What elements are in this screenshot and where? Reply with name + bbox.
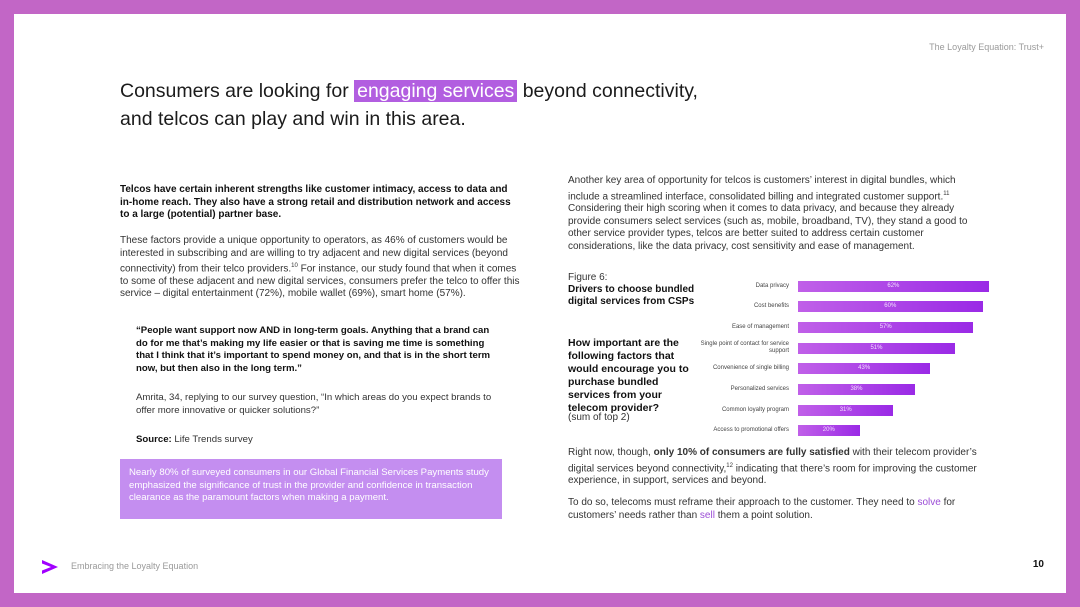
title-post: beyond connectivity, bbox=[517, 80, 698, 102]
right-top-paragraph bbox=[568, 175, 988, 253]
figure-note: (sum of top 2) bbox=[568, 412, 630, 423]
customer-quote: “People want support now AND in long-term goals. Anything that a brand can do for me that’s making my life easier or that is saving me time is something that I think that it’s important to spend money on, and that is in the short term now, but then also in the long term.” bbox=[136, 325, 491, 374]
source-value: Life Trends survey bbox=[171, 434, 253, 445]
left-body-b: For instance, our study found that when it comes to some of these adjacent and new digital services, consumers prefer the telco to offer this service – digital entertainment (72%), mobile wallet (69%), smart home (57%). bbox=[120, 263, 520, 300]
right-top-a: Another key area of opportunity for telcos is customers’ interest in digital bundles, which include a streamlined interface, consolidated billing and integrated customer support. bbox=[568, 175, 956, 202]
left-lead-paragraph: Telcos have certain inherent strengths like customer intimacy, access to data and in-home reach. They also have a strong retail and distribution network and access to a large (potential) partner base. bbox=[120, 184, 511, 220]
bar-value-label: 38% bbox=[850, 386, 863, 392]
footnote-ref-11: 11 bbox=[943, 190, 950, 197]
title-highlight: engaging services bbox=[354, 80, 517, 102]
footer-text: Embracing the Loyalty Equation bbox=[71, 561, 199, 571]
right-b1-b: with their telecom provider’s digital services beyond connectivity, bbox=[568, 447, 977, 474]
page-number: 10 bbox=[1032, 559, 1044, 570]
bar-value-label: 43% bbox=[858, 365, 871, 372]
bar-label: Common loyalty program bbox=[721, 406, 789, 413]
bar-label: Personalized services bbox=[730, 386, 789, 392]
left-body-a: These factors provide a unique opportunity to operators, as 46% of customers would be interested in subscribing and are willing to try adjacent and new digital services (beyond connectivity) from their telco providers. bbox=[120, 235, 508, 275]
right-b2-a: To do so, telecoms must reframe their approach to the customer. They need to bbox=[568, 497, 918, 508]
report-page bbox=[14, 14, 1066, 593]
bar-value-label: 20% bbox=[822, 427, 835, 434]
title-pre: Consumers are looking for bbox=[120, 80, 355, 102]
figure-question: How important are the following factors that would encourage you to purchase bundled services from your telecom provider? bbox=[568, 337, 689, 414]
accenture-chevron-icon bbox=[40, 557, 60, 577]
bar-label: Access to promotional offers bbox=[713, 427, 789, 434]
left-body-paragraph bbox=[120, 235, 520, 301]
bar-label: Cost benefits bbox=[753, 303, 789, 310]
figure-label: Figure 6: bbox=[568, 272, 608, 283]
title-line2: and telcos can play and win in this area. bbox=[120, 108, 466, 130]
source-label: Source: bbox=[136, 434, 172, 445]
page-title bbox=[120, 77, 698, 133]
bar-value-label: 51% bbox=[870, 344, 883, 351]
right-b1-bold: only 10% of consumers are fully satisfied bbox=[653, 447, 850, 458]
bar-chart bbox=[694, 264, 994, 434]
bar-value-label: 31% bbox=[839, 406, 852, 413]
bar-value-label: 57% bbox=[879, 323, 892, 330]
sell-word: sell bbox=[699, 509, 715, 521]
figure-title: Drivers to choose bundled digital services from CSPs bbox=[568, 284, 695, 307]
right-paragraph-reframe bbox=[568, 497, 993, 522]
bar-label: Ease of management bbox=[731, 323, 789, 330]
bar-label: Single point of contact for service support bbox=[700, 341, 789, 355]
bar-label: Convenience of single billing bbox=[712, 365, 789, 372]
right-b2-c: them a point solution. bbox=[714, 509, 813, 521]
bar-value-label: 60% bbox=[884, 303, 897, 310]
running-title: The Loyalty Equation: Trust+ bbox=[929, 42, 1044, 52]
footnote-ref-10: 10 bbox=[291, 263, 298, 269]
quote-attribution: Amrita, 34, replying to our survey question, “In which areas do you expect brands to offer more innovative or quicker solutions?” bbox=[136, 392, 492, 416]
source-line bbox=[136, 434, 253, 445]
right-top-b: Considering their high scoring when it comes to data privacy, and because they already provide consumers select services (such as, mobile, broadband, TV), they stand a good to other service provider types, telcos are better suited to address certain customer considerations, like the data privacy, cost sensitivity and ease of management. bbox=[568, 203, 968, 252]
solve-word: solve bbox=[917, 497, 941, 508]
footnote-ref-12: 12 bbox=[726, 462, 733, 469]
right-paragraph-satisfaction bbox=[568, 447, 993, 488]
right-b1-a: Right now, though, bbox=[568, 447, 654, 458]
callout-box: Nearly 80% of surveyed consumers in our Global Financial Services Payments study emphasized the significance of trust in the provider and confidence in transaction clearance as the paramount factors when making a payment. bbox=[120, 459, 502, 519]
bar-label: Data privacy bbox=[755, 282, 789, 289]
bar-value-label: 62% bbox=[887, 282, 900, 289]
right-b1-c: indicating that there’s room for improving the customer experience, in support, services and beyond. bbox=[568, 462, 977, 487]
right-b2-b: for customers’ needs rather than bbox=[568, 497, 956, 521]
